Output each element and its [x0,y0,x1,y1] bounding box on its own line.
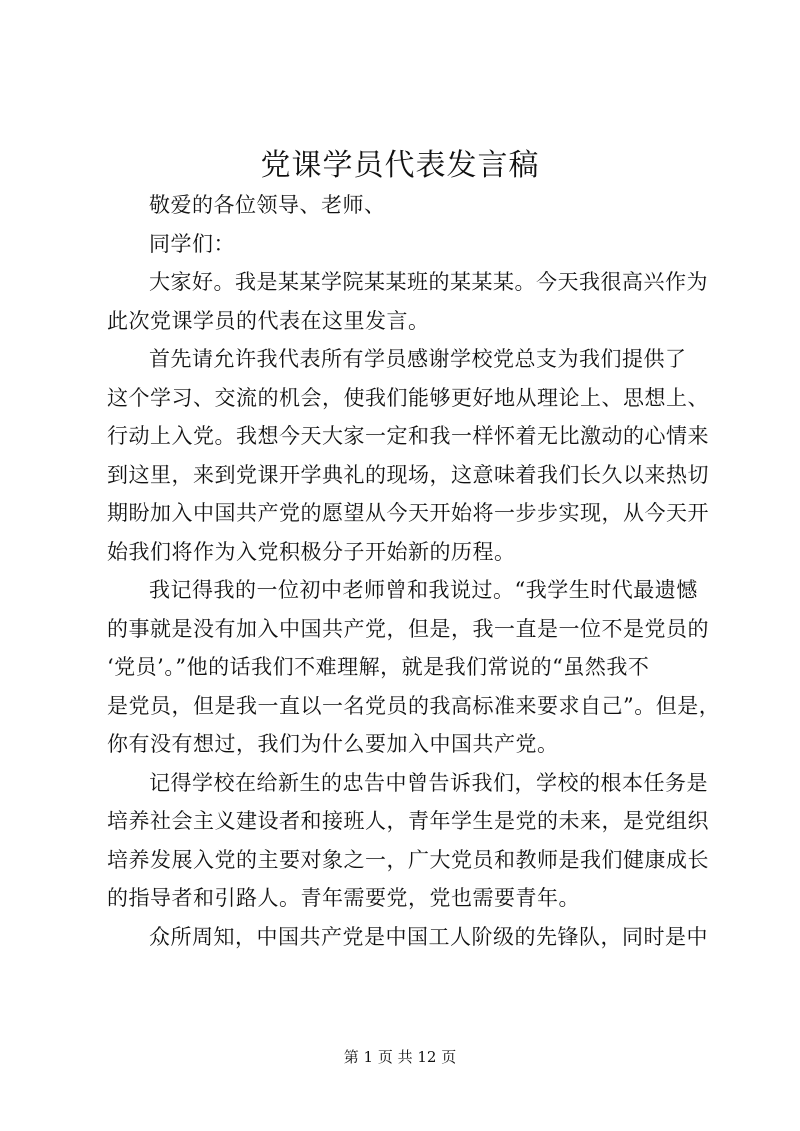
body-line: 期盼加入中国共产党的愿望从今天开始将一步步实现，从今天开 [107,501,709,525]
body-line: 此次党课学员的代表在这里发言。 [107,308,430,333]
document-title: 党课学员代表发言稿 [260,148,540,183]
body-line: ‘党员’。”他的话我们不难理解，就是我们常说的“虽然我不 [107,655,650,679]
body-line: 培养社会主义建设者和接班人，青年学生是党的未来，是党组织 [107,809,709,833]
body-line: 行动上入党。我想今天大家一定和我一样怀着无比激动的心情来 [107,424,709,448]
body-line: 首先请允许我代表所有学员感谢学校党总支为我们提供了 [149,347,687,371]
document-body [107,186,721,956]
body-line: 这个学习、交流的机会，使我们能够更好地从理论上、思想上、 [107,385,709,410]
body-line: 的指导者和引路人。青年需要党，党也需要青年。 [107,886,580,910]
body-line: 同学们： [149,231,235,256]
body-line: 大家好。我是某某学院某某班的某某某。今天我很高兴作为 [149,270,708,294]
page-number-footer: 第 1 页 共 12 页 [343,1048,457,1066]
body-line: 众所周知，中国共产党是中国工人阶级的先锋队，同时是中 [149,924,708,949]
body-line: 你有没有想过，我们为什么要加入中国共产党。 [107,732,559,756]
body-line: 培养发展入党的主要对象之一，广大党员和教师是我们健康成长 [107,847,709,872]
body-line: 的事就是没有加入中国共产党，但是，我一直是一位不是党员的 [107,616,709,641]
body-line: 敬爱的各位领导、老师、 [149,193,386,217]
body-line: 我记得我的一位初中老师曾和我说过。“我学生时代最遗憾 [149,578,698,602]
body-line: 到这里，来到党课开学典礼的现场，这意味着我们长久以来热切 [107,462,709,487]
body-line: 记得学校在给新生的忠告中曾告诉我们，学校的根本任务是 [149,770,708,795]
body-line: 始我们将作为入党积极分子开始新的历程。 [107,539,516,564]
body-line: 是党员，但是我一直以一名党员的我高标准来要求自己”。但是， [107,693,721,718]
